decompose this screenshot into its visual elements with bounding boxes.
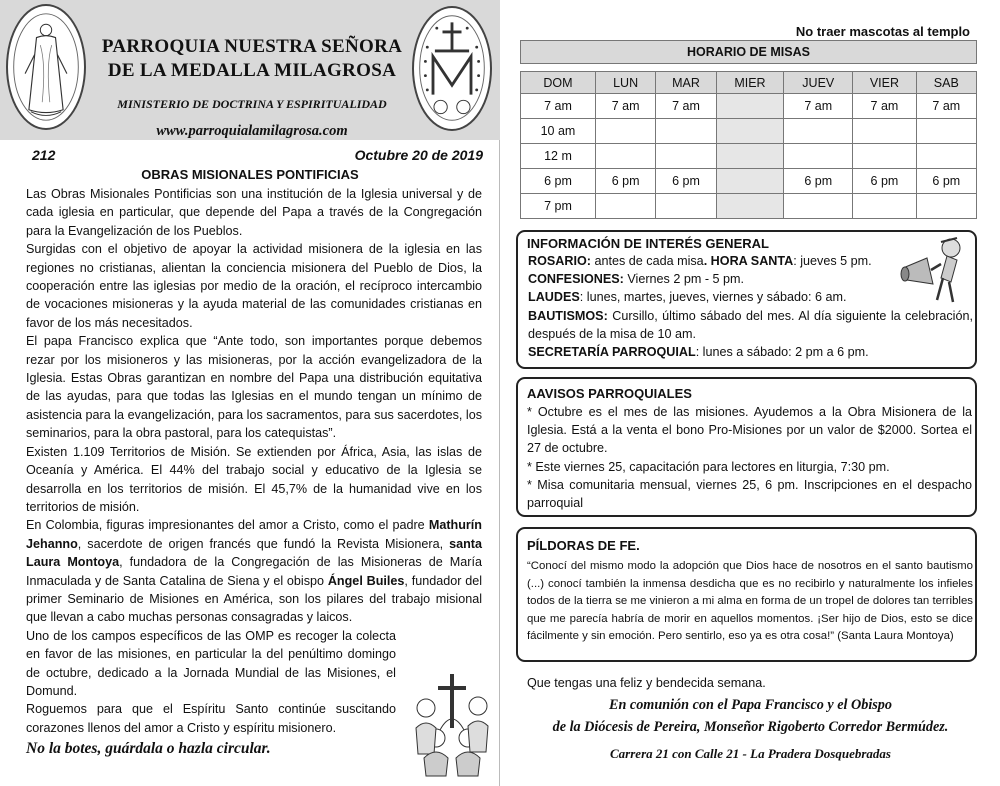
info-bautismos bbox=[528, 307, 973, 343]
day-header: LUN bbox=[595, 72, 655, 94]
article-paragraph-5 bbox=[26, 516, 482, 626]
schedule-cell bbox=[716, 169, 784, 194]
schedule-cell bbox=[716, 94, 784, 119]
schedule-cell bbox=[656, 194, 716, 219]
schedule-cell: 10 am bbox=[521, 119, 596, 144]
info-laudes bbox=[528, 288, 908, 306]
bautismos-text: Cursillo, último sábado del mes. Al día siguiente la celebración, después de la misa de 10 am. bbox=[528, 308, 973, 341]
article-body bbox=[26, 185, 482, 737]
schedule-cell bbox=[853, 144, 916, 169]
name-laura-montoya: santa Laura Montoya bbox=[26, 536, 482, 570]
table-row bbox=[521, 144, 977, 169]
mass-schedule-title: HORARIO DE MISAS bbox=[520, 40, 977, 64]
faith-pills-title: PÍLDORAS DE FE. bbox=[527, 538, 640, 553]
notice-item: * Octubre es el mes de las misiones. Ayudemos a la Obra Misionera de la Iglesia. Está a la venta el bono Pro-Misiones por un valor de $2000. Sortea el 27 de octubre. bbox=[527, 405, 972, 456]
name-mathurin: Mathurín Jehanno bbox=[26, 518, 482, 551]
day-header: JUEV bbox=[784, 72, 853, 94]
schedule-cell: 6 pm bbox=[784, 169, 853, 194]
article-paragraph-7: Roguemos para que el Espíritu Santo continúe suscitando corazones llenos del amor a Cristo y espíritu misionero. bbox=[26, 702, 396, 735]
general-info-lines bbox=[528, 252, 973, 361]
parish-notices-lines bbox=[527, 403, 972, 512]
schedule-cell bbox=[853, 194, 916, 219]
schedule-cell: 7 am bbox=[656, 94, 716, 119]
schedule-cell: 6 pm bbox=[916, 169, 976, 194]
p5-text-a: En Colombia, figuras impresionantes del amor a Cristo, como el padre bbox=[26, 518, 429, 533]
parish-title-line2: DE LA MEDALLA MILAGROSA bbox=[107, 60, 397, 81]
table-row bbox=[521, 119, 977, 144]
circulate-note: No la botes, guárdala o hazla circular. bbox=[26, 740, 271, 757]
schedule-cell: 7 pm bbox=[521, 194, 596, 219]
schedule-cell: 7 am bbox=[595, 94, 655, 119]
day-header: MAR bbox=[656, 72, 716, 94]
bautismos-label: BAUTISMOS: bbox=[528, 308, 608, 323]
day-header: DOM bbox=[521, 72, 596, 94]
table-row bbox=[521, 194, 977, 219]
miraculous-medal-back-icon bbox=[412, 6, 492, 131]
header-band bbox=[0, 0, 500, 140]
secretaria-text: : lunes a sábado: 2 pm a 6 pm. bbox=[695, 345, 869, 360]
schedule-cell bbox=[853, 119, 916, 144]
day-header: MIER bbox=[716, 72, 784, 94]
schedule-cell bbox=[716, 194, 784, 219]
communion-line-2: de la Diócesis de Pereira, Monseñor Rigoberto Corredor Bermúdez. bbox=[552, 719, 949, 735]
right-page bbox=[501, 0, 1000, 786]
name-angel-builes: Ángel Builes bbox=[327, 573, 405, 588]
day-header: SAB bbox=[916, 72, 976, 94]
schedule-cell bbox=[656, 119, 716, 144]
info-confesiones bbox=[528, 270, 908, 288]
p5-text-c: , sacerdote de origen francés que fundó la Revista Misionera, bbox=[77, 536, 450, 551]
table-row bbox=[521, 169, 977, 194]
laudes-text: : lunes, martes, jueves, viernes y sábado: 6 am. bbox=[579, 290, 847, 305]
article-title: OBRAS MISIONALES PONTIFICIAS bbox=[141, 167, 359, 182]
p5-text-g: , fundador del primer Seminario de Misiones en América, son los pilares del trabajo misional que llevan a cabo muchas personas consagradas y laicos. bbox=[26, 573, 483, 625]
parish-address: Carrera 21 con Calle 21 - La Pradera Dosquebradas bbox=[610, 746, 891, 761]
notice-item: * Este viernes 25, capacitación para lectores en liturgia, 7:30 pm. bbox=[527, 459, 890, 474]
schedule-cell: 7 am bbox=[916, 94, 976, 119]
mass-schedule-table bbox=[520, 71, 977, 219]
hora-santa-label: . HORA SANTA bbox=[703, 254, 794, 268]
article-paragraph-2: Surgidas con el objetivo de apoyar la actividad misionera de la iglesia en las regiones no cristianas, alientan la conciencia misionera del Pueblo de Dios, la cooperación entre las iglesias por medio de la oración, el recíproco intercambio de vocaciones misioneras y la ayuda material de las comunidades cristianas en favor de los más necesitados. bbox=[26, 242, 482, 330]
parish-title-line1: PARROQUIA NUESTRA SEÑORA bbox=[101, 36, 403, 57]
faith-pills-quote: “Conocí del mismo modo la adopción que Dios hace de nosotros en el santo bautismo (...) conocí también la inmensa desdicha que es no recibirlo y naturalmente los infieles todos de la tierra se me vinieron a mi alma en forma de un tropel de dolores tan terribles que me parecía habría de morir en aquellos momentos. ¡Ser hijo de Dios, esto se dice fácilmente y sin emoción. Pero sentirlo, eso ya es otra cosa!” (Santa Laura Montoya) bbox=[527, 560, 973, 643]
info-secretaria bbox=[528, 343, 973, 361]
schedule-cell bbox=[595, 144, 655, 169]
schedule-cell: 12 m bbox=[521, 144, 596, 169]
confesiones-label: CONFESIONES: bbox=[528, 272, 624, 287]
issue-date: Octubre 20 de 2019 bbox=[354, 147, 483, 163]
article-paragraph-6: Uno de los campos específicos de las OMP es recoger la colecta en favor de las misiones, en particular la del penúltimo domingo de octubre, dedicado a la Jornada Mundial de las Misiones, el Domund. bbox=[26, 628, 396, 698]
schedule-cell: 6 pm bbox=[521, 169, 596, 194]
schedule-cell: 7 am bbox=[784, 94, 853, 119]
schedule-cell: 6 pm bbox=[595, 169, 655, 194]
notice-item: * Misa comunitaria mensual, viernes 25, 6 pm. Inscripciones en el despacho parroquial bbox=[527, 477, 972, 511]
farewell-line: Que tengas una feliz y bendecida semana. bbox=[527, 676, 766, 690]
issue-number: 212 bbox=[32, 147, 56, 163]
laudes-label: LAUDES bbox=[528, 290, 580, 305]
schedule-cell bbox=[595, 119, 655, 144]
communion-line-1: En comunión con el Papa Francisco y el Obispo bbox=[609, 697, 892, 713]
website-link[interactable]: www.parroquialamilagrosa.com bbox=[156, 123, 348, 139]
parish-notices-title: AAVISOS PARROQUIALES bbox=[527, 386, 692, 401]
schedule-cell: 6 pm bbox=[656, 169, 716, 194]
miraculous-medal-front-icon bbox=[6, 4, 86, 130]
article-paragraph-3: El papa Francisco explica que “Ante todo, son importantes porque debemos rezar por los misioneros y las misioneras, por la acción evangelizadora de la Iglesia. Estas Obras garantizan en nombre del Papa una distribución equitativa de las ayudas, para que todas las Iglesias en el mundo tengan un mínimo de asistencia para la evangelización, para los sacramentos, para sus sacerdotes, los seminarios, para la obra pastoral, para los catequistas”. bbox=[26, 334, 482, 441]
schedule-cell bbox=[656, 144, 716, 169]
hora-santa-text: : jueves 5 pm. bbox=[793, 254, 872, 268]
article-paragraph-4: Existen 1.109 Territorios de Misión. Se extienden por África, Asia, las islas de Oceanía y América. El 44% del trabajo social y educativo de la Iglesia se desarrolla en los territorios de misión. El 45,7% de la humanidad vive en los territorios de misión. bbox=[26, 444, 482, 514]
table-row bbox=[521, 94, 977, 119]
schedule-cell bbox=[916, 194, 976, 219]
parish-notices-box bbox=[516, 377, 977, 517]
general-info-box bbox=[516, 230, 977, 369]
schedule-cell bbox=[716, 144, 784, 169]
article-paragraph-1: Las Obras Misionales Pontificias son una institución de la Iglesia universal y de cada iglesia en particular, que depende del Papa a través de la Congregación para la Evangelización de los Pueblos. bbox=[26, 187, 482, 238]
confesiones-text: Viernes 2 pm - 5 pm. bbox=[623, 272, 745, 287]
general-info-title: INFORMACIÓN DE INTERÉS GENERAL bbox=[527, 236, 769, 251]
schedule-cell bbox=[784, 119, 853, 144]
ministry-name: MINISTERIO DE DOCTRINA Y ESPIRITUALIDAD bbox=[117, 97, 387, 111]
schedule-cell: 6 pm bbox=[853, 169, 916, 194]
schedule-cell bbox=[784, 194, 853, 219]
rosario-label: ROSARIO: bbox=[528, 254, 591, 268]
schedule-cell bbox=[716, 119, 784, 144]
schedule-cell bbox=[916, 119, 976, 144]
children-with-cross-illustration bbox=[410, 668, 494, 778]
schedule-cell: 7 am bbox=[853, 94, 916, 119]
schedule-cell: 7 am bbox=[521, 94, 596, 119]
schedule-header-row bbox=[521, 72, 977, 94]
no-pets-notice: No traer mascotas al templo bbox=[795, 24, 970, 39]
schedule-cell bbox=[916, 144, 976, 169]
p5-text-e: , fundadora de la Congregación de las Misioneras de María Inmaculada y de Santa Catalina de Siena y el obispo bbox=[26, 555, 482, 588]
schedule-cell bbox=[784, 144, 853, 169]
faith-pills-box bbox=[516, 527, 977, 662]
info-rosario bbox=[528, 252, 908, 270]
day-header: VIER bbox=[853, 72, 916, 94]
schedule-cell bbox=[595, 194, 655, 219]
secretaria-label: SECRETARÍA PARROQUIAL bbox=[528, 345, 696, 360]
rosario-text: antes de cada misa bbox=[590, 254, 704, 268]
